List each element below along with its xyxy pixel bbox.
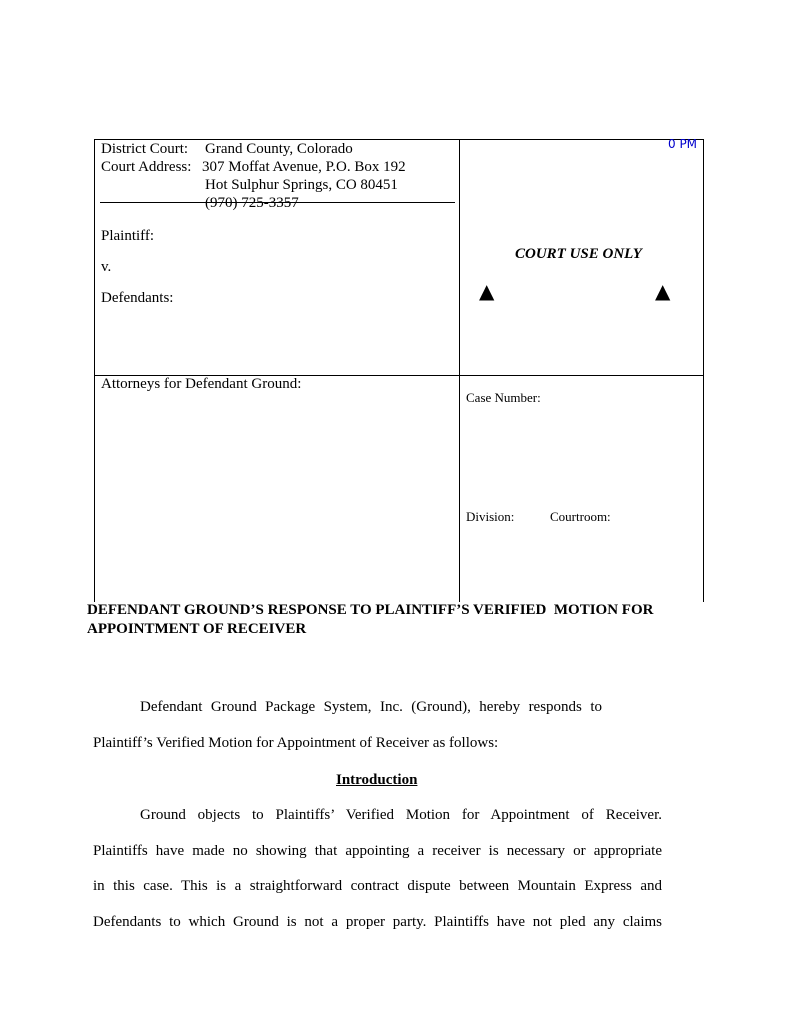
time-stamp: 0 PM [668,137,698,151]
section-heading-introduction: Introduction [336,772,418,788]
arrow-up-right-icon: ▲ [655,279,671,303]
document-title-line2: APPOINTMENT OF RECEIVER [87,621,307,637]
caption-border-right [703,139,704,602]
caption-column-divider [459,139,460,602]
versus-label: v. [101,259,112,275]
court-use-only: COURT USE ONLY [515,246,642,262]
attorneys-label: Attorneys for Defendant Ground: [101,376,302,392]
caption-border-top [94,139,704,140]
division-label: Division: [466,509,515,524]
paragraph-line2: Plaintiffs have made no showing that appointing a receiver is necessary or appropriate [93,843,662,859]
case-number-label: Case Number: [466,390,541,405]
defendants-label: Defendants: [101,290,174,306]
court-label: District Court: [101,141,189,157]
courtroom-label: Courtroom: [550,509,611,524]
court-value: Grand County, Colorado [205,141,353,157]
intro-line1: Defendant Ground Package System, Inc. (Ground), hereby responds to [140,699,602,715]
paragraph-line3: in this case. This is a straightforward contract dispute between Mountain Express and [93,878,662,894]
address-line2: Hot Sulphur Springs, CO 80451 [205,177,398,193]
court-phone: (970) 725-3357 [205,195,299,211]
document-title-line1: DEFENDANT GROUND’S RESPONSE TO PLAINTIFF’S VERIFIED MOTION FOR [87,602,654,618]
plaintiff-label: Plaintiff: [101,228,155,244]
intro-line2: Plaintiff’s Verified Motion for Appointment of Receiver as follows: [93,735,499,751]
paragraph-line1: Ground objects to Plaintiffs’ Verified Motion for Appointment of Receiver. [140,807,662,823]
arrow-up-left-icon: ▲ [479,279,495,303]
address-label: Court Address: [101,159,192,175]
address-line1: 307 Moffat Avenue, P.O. Box 192 [202,159,406,175]
caption-border-left [94,139,95,602]
paragraph-line4: Defendants to which Ground is not a proper party. Plaintiffs have not pled any claims [93,914,662,930]
